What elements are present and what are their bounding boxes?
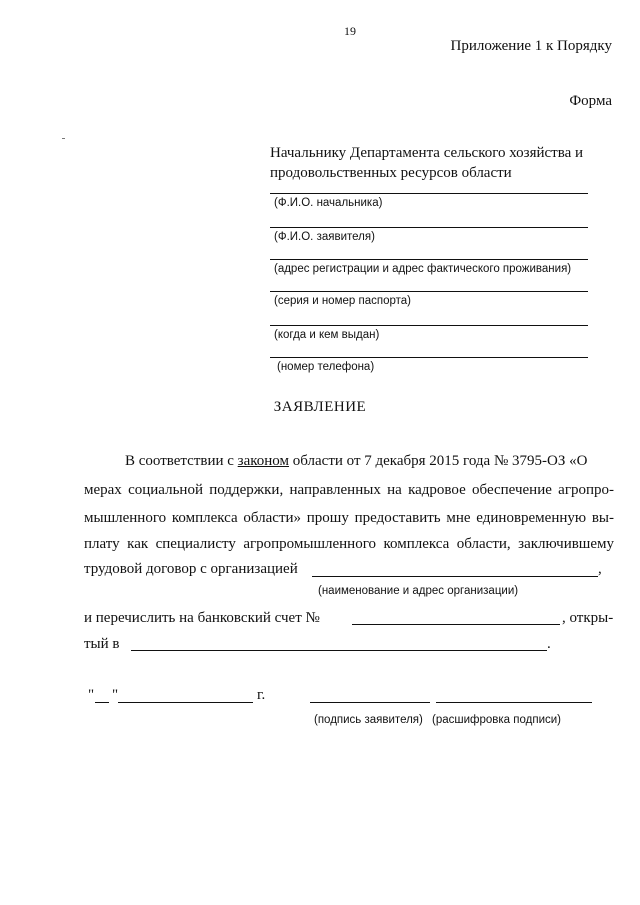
form-label: Форма xyxy=(569,93,612,109)
head-name-label: (Ф.И.О. начальника) xyxy=(274,197,383,209)
statement-line-2: мерах социальной поддержки, направленных на кадровое обеспечение агропро- xyxy=(84,482,614,498)
passport-issued-line[interactable] xyxy=(270,325,588,326)
statement-line-1-prefix: В соответствии с xyxy=(125,453,234,469)
statement-title: ЗАЯВЛЕНИЕ xyxy=(273,399,367,415)
statement-line-6-end: , откры- xyxy=(562,610,614,626)
addressee-block xyxy=(270,143,610,183)
signature-line[interactable] xyxy=(310,702,430,703)
phone-label: (номер телефона) xyxy=(277,361,375,373)
date-quote-close: " xyxy=(112,687,119,703)
head-name-line[interactable] xyxy=(270,193,588,194)
statement-line-7-end: . xyxy=(547,636,551,652)
bank-name-line[interactable] xyxy=(131,650,547,651)
appendix-title: Приложение 1 к Порядку xyxy=(450,38,612,54)
applicant-name-line[interactable] xyxy=(270,227,588,228)
passport-issued-label: (когда и кем выдан) xyxy=(274,329,380,341)
statement-line-1-rest: области от 7 декабря 2015 года № 3795-ОЗ «О xyxy=(292,453,588,469)
signature-decode-line[interactable] xyxy=(436,702,592,703)
statement-line-4: плату как специалисту агропромышленного комплекса области, заключившему xyxy=(84,536,614,552)
phone-line[interactable] xyxy=(270,357,588,358)
signature-label: (подпись заявителя) xyxy=(314,714,423,726)
addressee-line-2: продовольственных ресурсов области xyxy=(270,165,512,181)
year-suffix: г. xyxy=(257,687,266,703)
scan-artifact-mark xyxy=(62,138,65,139)
organization-label: (наименование и адрес организации) xyxy=(318,585,519,597)
addressee-line-1: Начальнику Департамента сельского хозяйства и xyxy=(270,145,584,161)
passport-label: (серия и номер паспорта) xyxy=(274,295,411,307)
bank-account-line[interactable] xyxy=(352,624,560,625)
law-link[interactable]: законом xyxy=(237,453,290,469)
date-day-line[interactable] xyxy=(95,702,109,703)
applicant-name-label: (Ф.И.О. заявителя) xyxy=(274,231,375,243)
statement-line-6: и перечислить на банковский счет № xyxy=(84,610,320,626)
passport-line[interactable] xyxy=(270,291,588,292)
date-quote-open: " xyxy=(88,687,95,703)
date-month-year-line[interactable] xyxy=(118,702,253,703)
statement-line-3: мышленного комплекса области» прошу предоставить мне единовременную вы- xyxy=(84,510,614,526)
address-label: (адрес регистрации и адрес фактического проживания) xyxy=(274,263,572,275)
statement-line-5: трудовой договор с организацией xyxy=(84,561,298,577)
statement-line-5-comma: , xyxy=(598,561,602,577)
statement-line-1 xyxy=(125,453,587,470)
organization-line[interactable] xyxy=(312,576,598,577)
address-line[interactable] xyxy=(270,259,588,260)
signature-decode-label: (расшифровка подписи) xyxy=(432,714,561,726)
page-number: 19 xyxy=(344,24,356,38)
statement-line-7: тый в xyxy=(84,636,120,652)
